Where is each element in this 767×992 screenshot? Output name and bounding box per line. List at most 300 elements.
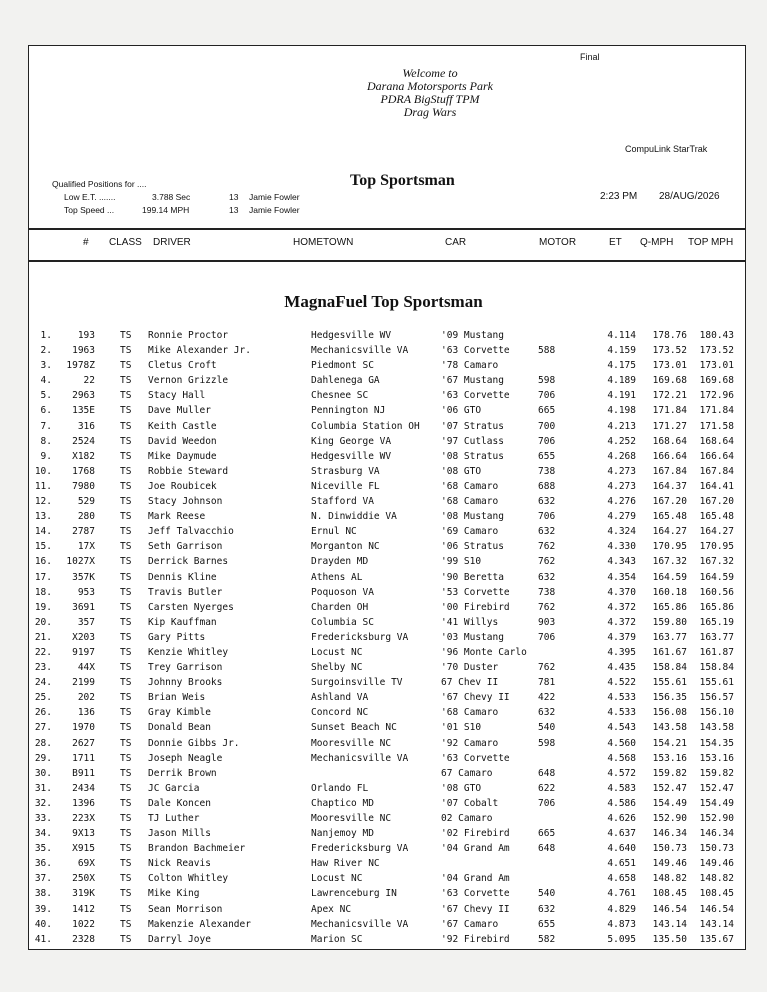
row-qmph: 158.84: [652, 662, 687, 674]
row-top-mph: 165.86: [699, 601, 734, 613]
row-class: TS: [120, 692, 132, 704]
row-car: '03 Mustang: [441, 631, 504, 643]
row-position: 31.: [34, 782, 52, 794]
row-car-number: 1768: [72, 465, 95, 477]
row-driver: Nick Reavis: [148, 858, 211, 870]
row-class: TS: [120, 873, 132, 885]
row-qmph: 165.48: [652, 511, 687, 523]
row-car: '08 Stratus: [441, 450, 504, 462]
table-row: [0, 796, 767, 811]
row-qmph: 165.86: [652, 601, 687, 613]
row-qmph: 173.01: [652, 360, 687, 372]
row-driver: Brandon Bachmeier: [148, 843, 246, 855]
table-row: [0, 660, 767, 675]
row-hometown: Lawrenceburg IN: [311, 888, 397, 900]
row-qmph: 178.76: [652, 330, 687, 341]
row-motor: 706: [538, 511, 556, 523]
row-car: '63 Corvette: [441, 390, 510, 402]
row-hometown: Chesnee SC: [311, 390, 369, 402]
row-qmph: 108.45: [652, 888, 687, 900]
row-hometown: Marion SC: [311, 933, 363, 945]
row-qmph: 155.61: [652, 677, 687, 689]
row-hometown: Mechanicsville VA: [311, 752, 409, 764]
row-et: 4.522: [607, 677, 636, 689]
row-class: TS: [120, 616, 132, 628]
row-et: 4.651: [607, 858, 636, 870]
row-qmph: 171.27: [652, 420, 687, 432]
row-hometown: Poquoson VA: [311, 586, 374, 598]
row-class: TS: [120, 722, 132, 734]
row-et: 4.175: [607, 360, 636, 372]
row-position: 17.: [34, 571, 52, 583]
row-class: TS: [120, 511, 132, 523]
row-car: '69 Camaro: [441, 526, 499, 538]
row-driver: Johnny Brooks: [148, 677, 223, 689]
row-driver: Mike Alexander Jr.: [148, 345, 251, 357]
row-qmph: 148.82: [652, 873, 687, 885]
row-class: TS: [120, 480, 132, 492]
row-position: 5.: [40, 390, 52, 402]
row-et: 4.279: [607, 511, 636, 523]
row-top-mph: 154.49: [699, 797, 734, 809]
row-position: 25.: [34, 692, 52, 704]
row-driver: Brian Weis: [148, 692, 206, 704]
row-et: 4.586: [607, 797, 636, 809]
table-row: [0, 917, 767, 932]
row-car: '07 Cobalt: [441, 797, 499, 809]
row-driver: Joseph Neagle: [148, 752, 223, 764]
row-position: 32.: [34, 797, 52, 809]
row-qmph: 161.67: [652, 646, 687, 658]
row-class: TS: [120, 345, 132, 357]
row-position: 22.: [34, 646, 52, 658]
row-car-number: 529: [77, 496, 95, 508]
row-hometown: Mooresville NC: [311, 737, 392, 749]
row-top-mph: 165.48: [699, 511, 734, 523]
row-class: TS: [120, 375, 132, 387]
row-class: TS: [120, 737, 132, 749]
row-motor: 632: [538, 571, 556, 583]
row-class: TS: [120, 662, 132, 674]
row-driver: David Weedon: [148, 435, 217, 447]
row-position: 14.: [34, 526, 52, 538]
row-et: 4.572: [607, 767, 636, 779]
row-car: '92 Camaro: [441, 737, 499, 749]
row-motor: 422: [538, 692, 556, 704]
row-top-mph: 172.96: [699, 390, 734, 402]
table-row: [0, 871, 767, 886]
row-car: '97 Cutlass: [441, 435, 504, 447]
row-top-mph: 148.82: [699, 873, 734, 885]
table-row: [0, 403, 767, 418]
row-class: TS: [120, 646, 132, 658]
col-header-car: CAR: [445, 237, 467, 248]
row-car: 67 Chev II: [441, 677, 499, 689]
table-row: [0, 509, 767, 524]
row-position: 26.: [34, 707, 52, 719]
row-position: 3.: [40, 360, 52, 372]
row-qmph: 143.58: [652, 722, 687, 734]
row-car-number: 1711: [72, 752, 95, 764]
welcome-block: [300, 67, 560, 119]
row-top-mph: 146.34: [699, 828, 734, 840]
row-car-number: 250X: [72, 873, 95, 885]
table-row: [0, 554, 767, 569]
row-top-mph: 161.87: [699, 646, 734, 658]
row-driver: Derrick Barnes: [148, 556, 229, 568]
timing-system-label: CompuLink StarTrak: [625, 144, 708, 154]
row-motor: 655: [538, 450, 556, 462]
row-qmph: 172.21: [652, 390, 687, 402]
row-position: 40.: [34, 918, 52, 930]
row-position: 38.: [34, 888, 52, 900]
row-et: 4.354: [607, 571, 636, 583]
row-top-mph: 143.58: [699, 722, 734, 734]
row-class: TS: [120, 435, 132, 447]
row-car-number: 1978Z: [66, 360, 95, 372]
table-row: [0, 600, 767, 615]
event-title: Top Sportsman: [350, 172, 455, 189]
row-hometown: Mooresville NC: [311, 813, 392, 824]
row-car: '00 Firebird: [441, 601, 510, 613]
row-et: 4.330: [607, 541, 636, 553]
row-qmph: 146.54: [652, 903, 687, 915]
row-qmph: 164.59: [652, 571, 687, 583]
row-top-mph: 160.56: [699, 586, 734, 598]
row-top-mph: 158.84: [699, 662, 734, 674]
row-et: 4.213: [607, 420, 636, 432]
status-label: Final: [580, 52, 600, 62]
row-et: 4.372: [607, 616, 636, 628]
row-qmph: 143.14: [652, 918, 687, 930]
col-header-qmph: Q-MPH: [640, 237, 674, 248]
row-hometown: Dahlenega GA: [311, 375, 380, 387]
row-driver: JC Garcia: [148, 782, 200, 794]
row-position: 34.: [34, 828, 52, 840]
table-row: [0, 615, 767, 630]
row-hometown: Locust NC: [311, 646, 363, 658]
row-position: 30.: [34, 767, 52, 779]
row-qmph: 152.90: [652, 813, 687, 824]
top-speed-label: Top Speed ...: [64, 205, 115, 215]
row-car: '07 Stratus: [441, 420, 504, 432]
row-top-mph: 149.46: [699, 858, 734, 870]
row-top-mph: 159.82: [699, 767, 734, 779]
row-driver: Joe Roubicek: [148, 480, 217, 492]
row-class: TS: [120, 556, 132, 568]
row-class: TS: [120, 888, 132, 900]
row-motor: 762: [538, 556, 556, 568]
row-qmph: 159.82: [652, 767, 687, 779]
row-top-mph: 135.67: [699, 933, 734, 945]
row-qmph: 167.20: [652, 496, 687, 508]
row-et: 4.395: [607, 646, 636, 658]
row-et: 4.379: [607, 631, 636, 643]
row-driver: Dale Koncen: [148, 797, 211, 809]
row-motor: 762: [538, 662, 556, 674]
row-position: 4.: [40, 375, 52, 387]
row-car: '78 Camaro: [441, 360, 499, 372]
row-car: '70 Duster: [441, 662, 499, 674]
col-header-num: #: [83, 237, 89, 248]
row-car: '08 GTO: [441, 782, 482, 794]
row-position: 20.: [34, 616, 52, 628]
row-driver: Keith Castle: [148, 420, 217, 432]
row-motor: 588: [538, 345, 556, 357]
row-driver: Robbie Steward: [148, 465, 229, 477]
row-position: 13.: [34, 511, 52, 523]
row-class: TS: [120, 330, 132, 341]
row-class: TS: [120, 601, 132, 613]
row-motor: 598: [538, 737, 556, 749]
results-table: [0, 328, 767, 947]
table-row: [0, 720, 767, 735]
row-driver: Mark Reese: [148, 511, 206, 523]
row-car: '99 S10: [441, 556, 482, 568]
row-car-number: 44X: [77, 662, 95, 674]
row-hometown: Orlando FL: [311, 782, 369, 794]
row-motor: 540: [538, 888, 556, 900]
row-top-mph: 146.54: [699, 903, 734, 915]
row-class: TS: [120, 813, 132, 824]
row-qmph: 163.77: [652, 631, 687, 643]
row-motor: 781: [538, 677, 556, 689]
row-top-mph: 108.45: [699, 888, 734, 900]
row-class: TS: [120, 465, 132, 477]
row-driver: Dennis Kline: [148, 571, 217, 583]
table-row: [0, 886, 767, 901]
row-hometown: Fredericksburg VA: [311, 631, 409, 643]
row-qmph: 153.16: [652, 752, 687, 764]
row-et: 4.370: [607, 586, 636, 598]
row-hometown: Sunset Beach NC: [311, 722, 397, 734]
row-top-mph: 152.90: [699, 813, 734, 824]
row-class: TS: [120, 828, 132, 840]
row-et: 4.560: [607, 737, 636, 749]
row-qmph: 154.49: [652, 797, 687, 809]
row-class: TS: [120, 420, 132, 432]
row-qmph: 135.50: [652, 933, 687, 945]
row-top-mph: 167.32: [699, 556, 734, 568]
row-motor: 632: [538, 707, 556, 719]
row-motor: 738: [538, 586, 556, 598]
top-speed-value: 199.14 MPH: [142, 205, 190, 215]
row-hometown: Fredericksburg VA: [311, 843, 409, 855]
row-car: '68 Camaro: [441, 496, 499, 508]
row-top-mph: 170.95: [699, 541, 734, 553]
row-car-number: 193: [77, 330, 95, 341]
row-car-number: 136: [77, 707, 95, 719]
row-motor: 648: [538, 843, 556, 855]
row-qmph: 167.32: [652, 556, 687, 568]
event-name: Drag Wars: [403, 105, 457, 119]
row-top-mph: 165.19: [699, 616, 734, 628]
table-row: [0, 479, 767, 494]
row-car-number: 2627: [72, 737, 95, 749]
row-top-mph: 173.52: [699, 345, 734, 357]
row-driver: Darryl Joye: [148, 933, 211, 945]
row-position: 18.: [34, 586, 52, 598]
table-row: [0, 811, 767, 826]
row-top-mph: 143.14: [699, 918, 734, 930]
row-et: 4.114: [607, 330, 636, 341]
table-row: [0, 645, 767, 660]
row-top-mph: 154.35: [699, 737, 734, 749]
row-class: TS: [120, 677, 132, 689]
table-row: [0, 630, 767, 645]
row-hometown: N. Dinwiddie VA: [311, 511, 397, 523]
row-driver: Mike King: [148, 888, 200, 900]
series-name: PDRA BigStuff TPM: [380, 92, 480, 106]
table-row: [0, 675, 767, 690]
header-divider-bottom: [29, 260, 745, 262]
row-class: TS: [120, 496, 132, 508]
row-motor: 700: [538, 420, 556, 432]
row-position: 15.: [34, 541, 52, 553]
row-driver: Mike Daymude: [148, 450, 217, 462]
row-position: 39.: [34, 903, 52, 915]
row-car-number: 9197: [72, 646, 95, 658]
row-top-mph: 152.47: [699, 782, 734, 794]
row-qmph: 167.84: [652, 465, 687, 477]
row-et: 4.543: [607, 722, 636, 734]
row-position: 24.: [34, 677, 52, 689]
row-motor: 540: [538, 722, 556, 734]
row-et: 4.252: [607, 435, 636, 447]
row-et: 4.268: [607, 450, 636, 462]
row-qmph: 170.95: [652, 541, 687, 553]
row-car: '67 Chevy II: [441, 903, 510, 915]
row-car-number: 7980: [72, 480, 95, 492]
table-row: [0, 736, 767, 751]
row-qmph: 146.34: [652, 828, 687, 840]
row-car: '09 Mustang: [441, 330, 504, 341]
row-driver: Donald Bean: [148, 722, 211, 734]
row-motor: 622: [538, 782, 556, 794]
row-et: 4.533: [607, 707, 636, 719]
row-driver: Trey Garrison: [148, 662, 223, 674]
row-motor: 655: [538, 918, 556, 930]
row-motor: 706: [538, 390, 556, 402]
row-position: 35.: [34, 843, 52, 855]
row-top-mph: 173.01: [699, 360, 734, 372]
row-hometown: Haw River NC: [311, 858, 380, 870]
row-driver: Kenzie Whitley: [148, 646, 229, 658]
col-header-motor: MOTOR: [539, 237, 577, 248]
row-hometown: Ashland VA: [311, 692, 369, 704]
row-car-number: X182: [72, 450, 95, 462]
low-et-driver: Jamie Fowler: [249, 192, 300, 202]
table-row: [0, 343, 767, 358]
row-car: '01 S10: [441, 722, 482, 734]
row-car: '02 Firebird: [441, 828, 510, 840]
row-qmph: 164.27: [652, 526, 687, 538]
row-position: 12.: [34, 496, 52, 508]
row-class: TS: [120, 933, 132, 945]
row-class: TS: [120, 843, 132, 855]
report-date: 28/AUG/2026: [659, 191, 720, 202]
table-row: [0, 419, 767, 434]
row-car: '63 Corvette: [441, 752, 510, 764]
row-top-mph: 168.64: [699, 435, 734, 447]
row-qmph: 159.80: [652, 616, 687, 628]
row-car: '96 Monte Carlo: [441, 646, 527, 658]
row-motor: 665: [538, 828, 556, 840]
row-car: '41 Willys: [441, 616, 499, 628]
row-position: 27.: [34, 722, 52, 734]
row-et: 4.191: [607, 390, 636, 402]
row-car: '68 Camaro: [441, 480, 499, 492]
row-car-number: 223X: [72, 813, 95, 824]
row-top-mph: 153.16: [699, 752, 734, 764]
row-car-number: 2328: [72, 933, 95, 945]
row-qmph: 169.68: [652, 375, 687, 387]
row-et: 4.640: [607, 843, 636, 855]
row-car: '04 Grand Am: [441, 843, 510, 855]
row-motor: 648: [538, 767, 556, 779]
row-top-mph: 164.27: [699, 526, 734, 538]
row-top-mph: 164.59: [699, 571, 734, 583]
table-row: [0, 826, 767, 841]
row-top-mph: 180.43: [699, 330, 734, 341]
row-position: 10.: [34, 465, 52, 477]
row-top-mph: 163.77: [699, 631, 734, 643]
row-class: TS: [120, 858, 132, 870]
row-class: TS: [120, 541, 132, 553]
row-qmph: 168.64: [652, 435, 687, 447]
row-hometown: Apex NC: [311, 903, 352, 915]
row-driver: Sean Morrison: [148, 903, 223, 915]
row-hometown: Niceville FL: [311, 480, 380, 492]
row-driver: Colton Whitley: [148, 873, 229, 885]
row-hometown: Mechanicsville VA: [311, 918, 409, 930]
row-top-mph: 167.84: [699, 465, 734, 477]
row-qmph: 166.64: [652, 450, 687, 462]
row-motor: 665: [538, 405, 556, 417]
row-position: 33.: [34, 813, 52, 824]
row-driver: Gray Kimble: [148, 707, 211, 719]
row-motor: 632: [538, 526, 556, 538]
row-driver: Travis Butler: [148, 586, 223, 598]
row-hometown: Chaptico MD: [311, 797, 374, 809]
row-hometown: Concord NC: [311, 707, 369, 719]
row-et: 4.276: [607, 496, 636, 508]
row-car: '08 GTO: [441, 465, 482, 477]
row-car-number: 2199: [72, 677, 95, 689]
row-motor: 706: [538, 435, 556, 447]
row-car: 02 Camaro: [441, 813, 493, 824]
row-driver: Donnie Gibbs Jr.: [148, 737, 240, 749]
col-header-class: CLASS: [109, 237, 142, 248]
row-car: '67 Camaro: [441, 918, 499, 930]
row-car-number: 202: [77, 692, 95, 704]
table-row: [0, 570, 767, 585]
row-position: 9.: [40, 450, 52, 462]
row-position: 36.: [34, 858, 52, 870]
row-qmph: 154.21: [652, 737, 687, 749]
row-hometown: Ernul NC: [311, 526, 357, 538]
row-et: 4.583: [607, 782, 636, 794]
row-car-number: 1963: [72, 345, 95, 357]
row-driver: Gary Pitts: [148, 631, 206, 643]
row-motor: 706: [538, 631, 556, 643]
row-car: '04 Grand Am: [441, 873, 510, 885]
row-driver: Jeff Talvacchio: [148, 526, 234, 538]
row-et: 4.658: [607, 873, 636, 885]
row-motor: 738: [538, 465, 556, 477]
table-row: [0, 434, 767, 449]
row-class: TS: [120, 586, 132, 598]
